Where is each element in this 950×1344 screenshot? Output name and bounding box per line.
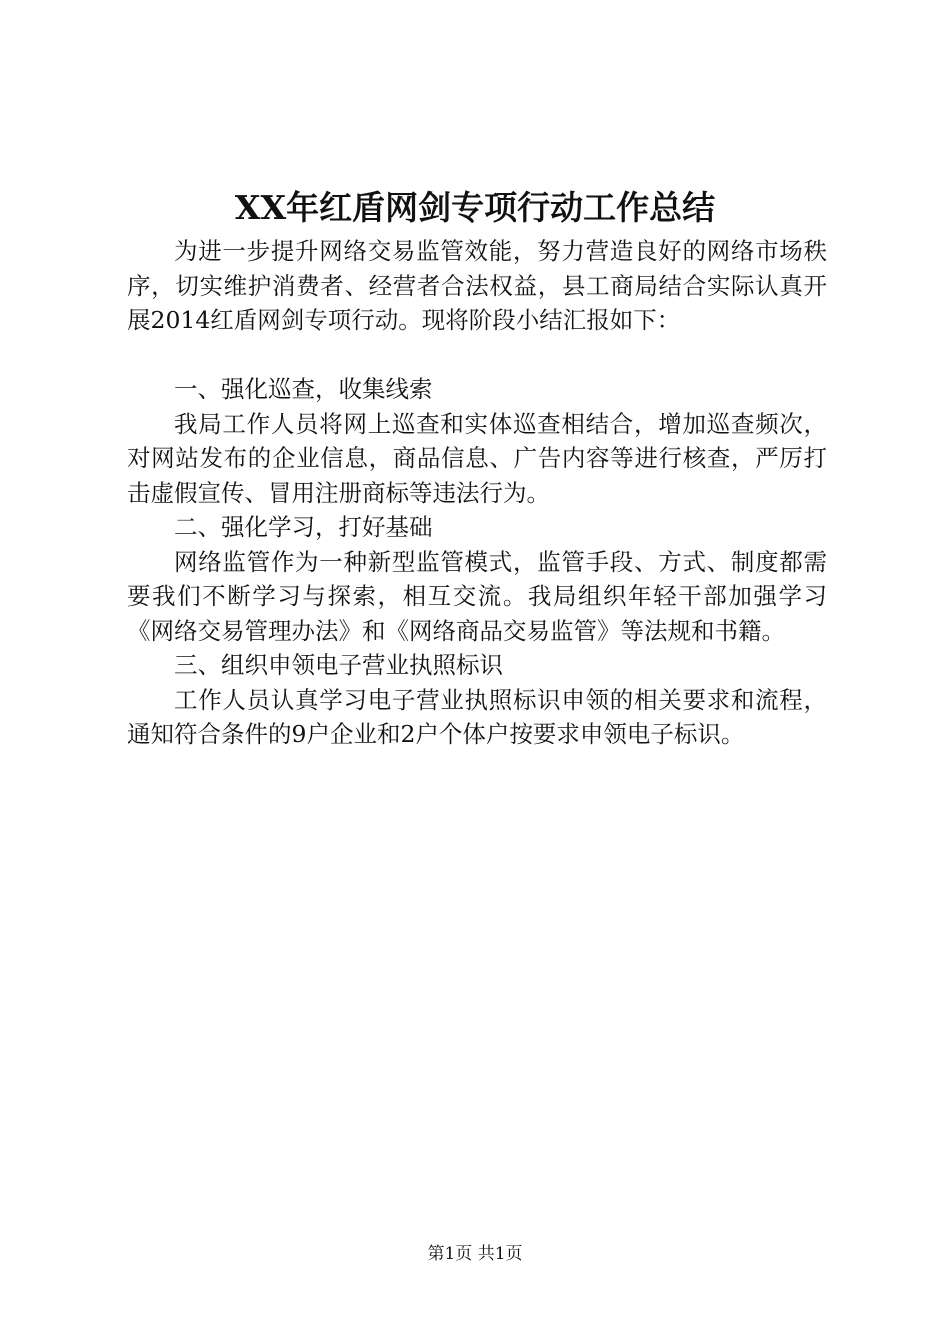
section-heading-2: 二、强化学习，打好基础 bbox=[174, 513, 433, 541]
section-heading-1: 一、强化巡查，收集线索 bbox=[174, 375, 433, 403]
section-paragraph-3: 工作人员认真学习电子营业执照标识申领的相关要求和流程，通知符合条件的9户企业和2户个体户按要求申领电子标识。 bbox=[127, 685, 827, 748]
intro-paragraph: 为进一步提升网络交易监管效能，努力营造良好的网络市场秩序，切实维护消费者、经营者合法权益，县工商局结合实际认真开展2014红盾网剑专项行动。现将阶段小结汇报如下： bbox=[127, 237, 827, 334]
section-paragraph-1: 我局工作人员将网上巡查和实体巡查相结合，增加巡查频次，对网站发布的企业信息，商品信息、广告内容等进行核查，严厉打击虚假宣传、冒用注册商标等违法行为。 bbox=[127, 409, 827, 507]
paragraph-gap bbox=[127, 338, 827, 373]
document-body bbox=[127, 234, 827, 752]
section-heading-3: 三、组织申领电子营业执照标识 bbox=[174, 651, 503, 679]
section-paragraph-2: 网络监管作为一种新型监管模式，监管手段、方式、制度都需要我们不断学习与探索，相互交流。我局组织年轻干部加强学习《网络交易管理办法》和《网络商品交易监管》等法规和书籍。 bbox=[127, 547, 827, 645]
page-footer: 第1页 共1页 bbox=[427, 1244, 523, 1264]
document-title: XX年红盾网剑专项行动工作总结 bbox=[234, 188, 716, 227]
